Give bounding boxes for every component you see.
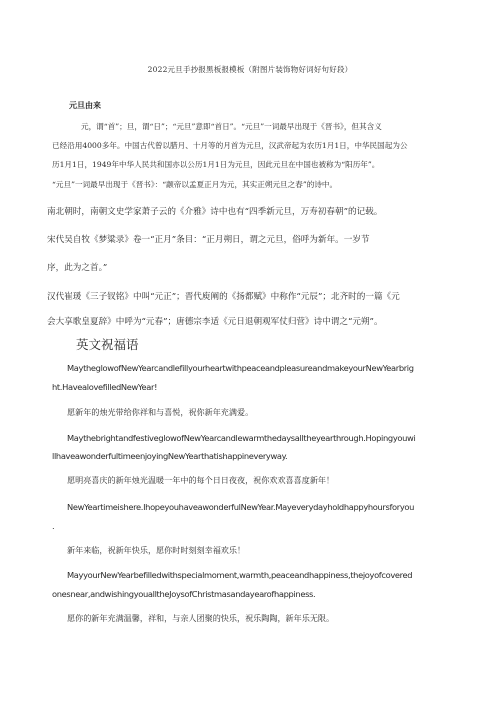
blessing-english-line: ht.HavealovefilledNewYear! xyxy=(52,382,158,392)
origin-paragraph-line: 已经沿用4000多年。中国古代曾以腊月、十月等的月首为元旦，汉武帝起为农历1月1日，中华民国起为公 xyxy=(52,141,408,150)
blessing-chinese-line: 愿你的新年充满温馨，祥和，与亲人团聚的快乐，祝乐陶陶，新年乐无限。 xyxy=(67,613,335,623)
blessing-english-line: llhaveawonderfultimeenjoyingNewYearthatishappineveryway. xyxy=(52,451,288,461)
blessing-english-line: MaythebrightandfestiveglowofNewYearcandlewarmthedaysalltheyearthrough.Hopingyouwi xyxy=(67,433,416,443)
origin-paragraph-4-line: 会大享歌皇夏辞》中呼为“元春”；唐德宗李适《元日退朝观军仗归营》诗中谓之“元朔”。 xyxy=(47,317,383,327)
blessing-english-line: . xyxy=(52,521,55,531)
blessing-english-line: MayyourNewYearbefilledwithspecialmoment,warmth,peaceandhappiness,thejoyofcovered xyxy=(67,570,413,580)
section-heading-origin: 元旦由来 xyxy=(69,100,101,110)
origin-paragraph-line: 元，谓“首”；旦，谓“日”；“元旦”意即“首日”。“元旦”一词最早出现于《晋书》，但其含义 xyxy=(81,122,382,131)
origin-paragraph-line: “元旦”一词最早出现于《晋书》：“颛帝以孟夏正月为元，其实正朔元旦之春”的诗中。 xyxy=(52,180,338,189)
blessing-chinese-line: 愿明亮喜庆的新年烛光温暖一年中的每个日日夜夜，祝你欢欢喜喜度新年！ xyxy=(67,475,335,485)
origin-paragraph-4-line: 汉代崔瑗《三子钗铭》中叫“元正”；晋代庾阐的《扬都赋》中称作“元辰”；北齐时的一篇《元 xyxy=(47,292,400,302)
blessing-english-line: NewYeartimeishere.IhopeyouhaveawonderfulNewYear.Mayeverydayholdhappyhoursforyou xyxy=(67,502,415,512)
origin-paragraph-3-line: 序，此为之首。” xyxy=(47,263,108,273)
blessing-english-line: onesnear,andwishingyoualltheJoysofChristmasandayearofhappiness. xyxy=(52,589,316,599)
blessing-chinese-line: 愿新年的烛光带给你祥和与喜悦，祝你新年充满爱。 xyxy=(67,407,254,417)
section-heading-english-blessings: 英文祝福语 xyxy=(76,337,139,352)
blessing-chinese-line: 新年来临，祝新年快乐，愿你时时刻刻幸福欢乐！ xyxy=(67,545,246,555)
page-title: 2022元旦手抄报黑板报模板（附图片装饰物好词好句好段） xyxy=(147,65,353,74)
origin-paragraph-3-line: 宋代吴自牧《梦粱录》卷一“正月”条目：“正月朔日，谓之元旦，俗呼为新年。一岁节 xyxy=(47,235,370,245)
origin-paragraph-line: 历1月1日，1949年中华人民共和国亦以公历1月1日为元旦，因此元旦在中国也被称为“阳历年”。 xyxy=(52,160,380,169)
blessing-english-line: MaytheglowofNewYearcandlefillyourheartwithpeaceandpleasureandmakeyourNewYearbrig xyxy=(67,363,414,373)
origin-paragraph-2: 南北朝时，南朝文史学家萧子云的《介雅》诗中也有“四季新元旦，万寿初春朝”的记载。 xyxy=(47,207,383,217)
